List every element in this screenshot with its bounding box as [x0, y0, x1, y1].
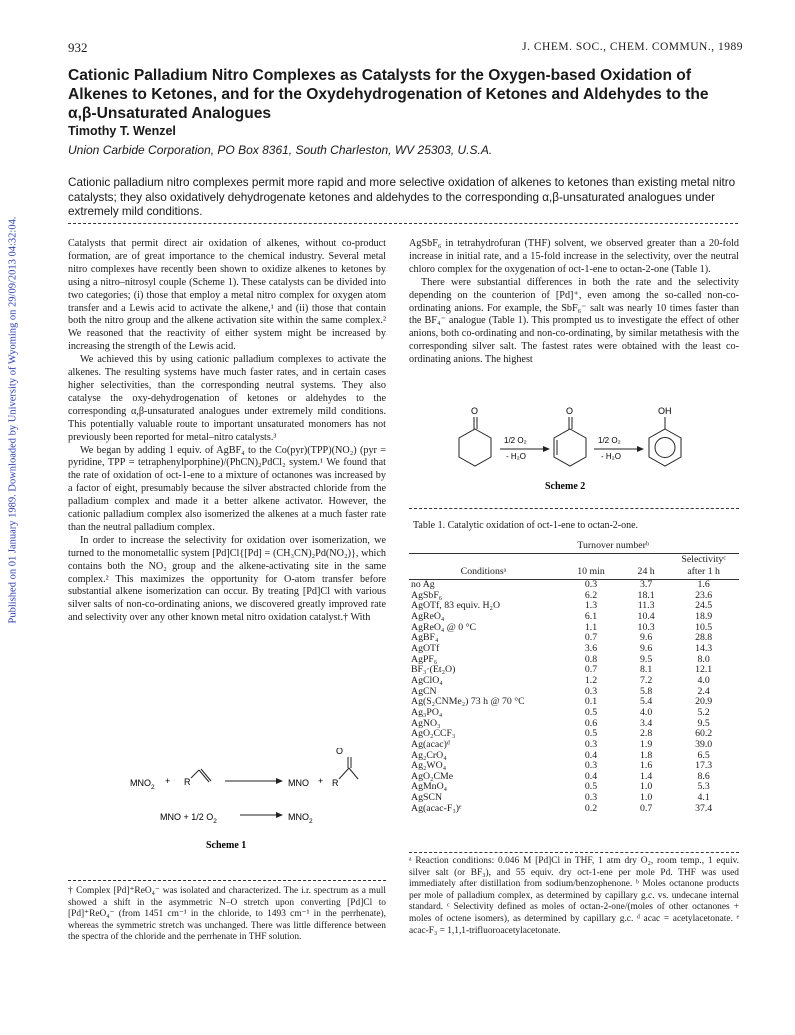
table-cell-selectivity: 24.5: [695, 600, 713, 612]
scheme1-line2-reactants: MNO + 1/2 $O_2$: [160, 812, 217, 825]
scheme1-r-group: R: [184, 777, 191, 787]
table-cell-24h: 5.8: [640, 685, 653, 697]
table-cell-10min: 1.1: [584, 621, 598, 633]
table-row: [409, 729, 739, 740]
conditions-header: Conditionsᵃ: [460, 566, 507, 577]
table-cell-10min: 0.3: [584, 760, 598, 772]
table-cell-24h: 9.6: [640, 642, 653, 654]
table-cell-selectivity: 18.9: [695, 610, 713, 622]
table-cell-10min: 0.7: [584, 632, 598, 644]
table-cell-selectivity: 6.5: [697, 749, 710, 761]
scheme1-caption: Scheme 1: [206, 840, 247, 851]
results-table: [409, 540, 739, 814]
table-cell-selectivity: 17.3: [695, 760, 713, 772]
table-cell-24h: 3.7: [640, 579, 653, 590]
table-cell-selectivity: 23.6: [695, 589, 713, 601]
scheme-1-diagram: [100, 748, 380, 852]
right-column: [409, 238, 739, 367]
scheme1-plus: +: [165, 776, 171, 786]
side-note-download-stamp: [3, 210, 23, 630]
table-cell-24h: 4.0: [640, 706, 653, 718]
table-cell-selectivity: 10.5: [695, 621, 713, 633]
scheme1-product-mno: MNO: [288, 778, 309, 788]
table-cell-condition: Ag₂CrO₄: [411, 749, 447, 761]
scheme1-line2-product: $MNO_2$: [288, 812, 313, 825]
table-cell-24h: 1.6: [640, 760, 653, 772]
table-bottom-divider: [409, 852, 739, 853]
table-cell-24h: 3.4: [640, 717, 653, 729]
table-cell-selectivity: 28.8: [695, 632, 713, 644]
table-cell-selectivity: 5.3: [697, 781, 710, 793]
table-caption: Table 1. Catalytic oxidation of oct-1-ene to octan-2-one.: [413, 520, 639, 531]
table-cell-10min: 3.6: [584, 642, 598, 654]
table-cell-condition: AgPF₆: [411, 653, 438, 665]
table-cell-condition: Ag₂WO₄: [411, 760, 447, 772]
table-cell-condition: AgReO₄: [411, 610, 445, 622]
table-cell-24h: 10.4: [637, 610, 655, 622]
table-cell-condition: AgClO₄: [411, 674, 443, 686]
table-cell-selectivity: 8.0: [697, 653, 710, 665]
scheme2-step2-byproduct: - H₂O: [601, 452, 621, 461]
table-cell-24h: 7.2: [640, 674, 653, 686]
table-cell-selectivity: 9.5: [697, 717, 710, 729]
paragraph: In order to increase the selectivity for oxidation over isomerization, we turned to the monometallic system [Pd]Cl{[Pd] = (CH₃CN)₂Pd(NO₂)}, which contains both the NO₂ group and the alkene-activating site in the same complex.² This maximizes the opportunity for O-atom transfer before substantial alkene isomerization can occur. By treating [Pd]Cl with various silver salts of non-co-ordinating anions, we discovered greatly improved rate and selectivity over any other known metal nitro oxidation catalyst.† With: [68, 534, 386, 624]
table-row: [409, 782, 739, 793]
phenol-ring: [649, 417, 681, 466]
affiliation: Union Carbide Corporation, PO Box 8361, South Charleston, WV 25303, U.S.A.: [68, 143, 493, 157]
cyclohexanone-ring: [459, 417, 491, 466]
table-cell-selectivity: 4.1: [697, 792, 710, 804]
table-row: [409, 633, 739, 644]
table-row: [409, 665, 739, 676]
abstract-divider: [68, 223, 738, 224]
table-cell-condition: Ag(acac)ᵈ: [411, 738, 450, 750]
table-cell-24h: 11.3: [637, 600, 655, 612]
table-cell-condition: no Ag: [411, 579, 435, 590]
table-cell-condition: AgReO₄ @ 0 °C: [411, 621, 477, 633]
footnote-divider: [68, 880, 386, 881]
scheme2-step1-reagent: 1/2 O₂: [504, 436, 527, 445]
table-row: [409, 719, 739, 730]
author: Timothy T. Wenzel: [68, 124, 176, 138]
table-cell-10min: 0.5: [584, 781, 598, 793]
table-cell-selectivity: 2.4: [697, 685, 710, 697]
table-row: [409, 772, 739, 783]
table-cell-10min: 1.2: [584, 674, 598, 686]
scheme2-step2-reagent: 1/2 O₂: [598, 436, 621, 445]
table-cell-10min: 0.7: [584, 664, 598, 676]
table-cell-condition: BF₃·(Et₂O): [411, 664, 456, 676]
page-number: 932: [68, 40, 88, 55]
cyclohexenone-ring: [554, 417, 586, 466]
table-cell-10min: 0.1: [584, 696, 598, 708]
table-row: [409, 644, 739, 655]
scheme1-alkene-bonds: [191, 769, 211, 782]
paragraph: There were substantial differences in both the rate and the selectivity depending on the counterion of [Pd]⁺, even among the so-called non-co-ordinating anions. For example, the SbF₆⁻ salt was nearly 10 times faster than the BF₄⁻ analogue (Table 1). This prompted us to investigate the effect of other anions, both co-ordinating and non-co-ordinating, by similar metathesis with the corresponding silver salt. The fastest rates were obtained with the least co-ordinating anions. The highest: [409, 276, 739, 366]
scheme2-oxygen-1: O: [471, 406, 479, 416]
article-title: Cationic Palladium Nitro Complexes as Catalysts for the Oxygen-based Oxidation of Alkenes to Ketones, and for the Oxydehydrogenation of Ketones and Aldehydes to the α,β-Unsaturated Analogues: [68, 67, 709, 122]
scheme1-r-group-2: R: [332, 778, 339, 788]
table-cell-24h: 1.9: [640, 738, 653, 750]
table-cell-24h: 10.3: [637, 621, 655, 633]
table-cell-24h: 5.4: [640, 696, 653, 708]
table-row: [409, 623, 739, 634]
table-row: [409, 676, 739, 687]
table-cell-selectivity: 8.6: [697, 770, 710, 782]
left-column: [68, 238, 386, 625]
table-cell-10min: 6.2: [584, 589, 598, 601]
paragraph: We achieved this by using cationic palladium complexes to activate the alkenes. The resulting systems have much faster rates, and in certain cases higher selectivities, than the corresponding neutral systems. They also catalyse the oxy-dehydrogenation of ketones or aldehydes to the corresponding α,β-unsaturated analogues under extremely mild conditions. This potentially valuable route to important unsaturated monomers has not previously been reported for metal–nitro catalysts.³: [68, 354, 386, 443]
table-row: [409, 655, 739, 666]
table-cell-10min: 0.3: [584, 685, 598, 697]
table-row: [409, 601, 739, 612]
table-cell-10min: 0.4: [584, 770, 598, 782]
table-cell-10min: 0.3: [584, 738, 598, 750]
paragraph: AgSbF₆ in tetrahydrofuran (THF) solvent, we observed greater than a 20-fold increase in initial rate, and a 15-fold increase in the selectivity, over the neutral chloro complex for the oxygenation of oct-1-ene to octan-2-one (Table 1).: [409, 238, 739, 275]
scheme1-plus-2: +: [318, 776, 324, 786]
selectivity-header-2: after 1 h: [687, 566, 720, 577]
table-cell-condition: AgO₂CMe: [411, 770, 454, 782]
paragraph: We began by adding 1 equiv. of AgBF₄ to the Co(pyr)(TPP)(NO₂) (pyr = pyridine, TPP = tetraphenylporphine)/(PhCN)₂PdCl₂ system.¹ We found that the rate of oxidation of oct-1-ene to a mixture of octanones was increased by a factor of eight, presumably because the silver abstracted chloride from the palladium complex and made it a better alkene activator. However, the cationic palladium complex also isomerized the alkenes at a much faster rate than the neutral palladium complex.: [68, 444, 386, 533]
table-row: [409, 580, 739, 591]
table-cell-condition: AgCN: [411, 685, 437, 697]
table-cell-24h: 2.8: [640, 728, 653, 740]
table-cell-10min: 0.8: [584, 653, 598, 665]
scheme1-ketone-bonds: [339, 757, 358, 779]
table-cell-selectivity: 4.0: [697, 674, 710, 686]
table-cell-condition: Ag(acac-F₃)ᵉ: [411, 802, 462, 814]
table-cell-selectivity: 39.0: [695, 738, 713, 750]
footnote: † Complex [Pd]⁺ReO₄⁻ was isolated and characterized. The i.r. spectrum as a mull showed a shift in the asymmetric N–O stretch upon converting [Pd]Cl to [Pd]⁺ReO₄⁻ (from 1451 cm⁻¹ in the chloride, to 1493 cm⁻¹ in the perrhenate), whereas the symmetric stretch was unchanged. There was little difference between the spectra of the chloride and the perrhenate in THF solution.: [68, 886, 386, 943]
table-cell-10min: 0.3: [584, 792, 598, 804]
table-cell-24h: 1.8: [640, 749, 653, 761]
selectivity-header-1: Selectivityᶜ: [681, 554, 726, 565]
scheme2-caption: Scheme 2: [545, 481, 586, 492]
col-24h-header: 24 h: [637, 566, 655, 577]
turnover-header: Turnover numberᵇ: [577, 540, 649, 551]
table-top-divider: [409, 508, 739, 509]
table-cell-condition: AgOTf, 83 equiv. H₂O: [411, 600, 501, 612]
scheme2-hydroxyl: OH: [658, 406, 672, 416]
table-row: [409, 804, 739, 815]
table-cell-selectivity: 12.1: [695, 664, 713, 676]
table-cell-10min: 0.4: [584, 749, 598, 761]
table-cell-condition: AgSCN: [411, 792, 443, 804]
table-cell-10min: 6.1: [584, 610, 598, 622]
scheme2-oxygen-2: O: [566, 406, 574, 416]
scheme-2-diagram: [440, 403, 720, 498]
table-cell-10min: 1.3: [584, 600, 598, 612]
table-cell-24h: 0.7: [640, 802, 653, 814]
paragraph: Catalysts that permit direct air oxidation of alkenes, without co-product formation, are of great importance to the chemical industry. Several metal nitro complexes have recently been shown to oxidize alkenes to ketones by using a nitro–nitrosyl couple (Scheme 1). These catalysts can be divided into two categories; (i) those that employ a metal nitro complex for oxygen atom transfer and a Lewis acid to activate the alkene,¹ and (ii) those that contain both the nitro group and the alkene activation site within the same complex.² We reasoned that the reactivity of either system might be increased by increasing the strength of the Lewis acid.: [68, 238, 386, 353]
scheme1-reactant-mno2: $MNO_2$: [130, 778, 155, 791]
table-cell-condition: AgNO₃: [411, 717, 441, 729]
table-row: [409, 708, 739, 719]
scheme1-arrow-1: [225, 778, 283, 784]
table-cell-condition: AgSbF₆: [411, 589, 443, 601]
table-cell-10min: 0.6: [584, 717, 598, 729]
table-cell-24h: 9.6: [640, 632, 653, 644]
table-cell-24h: 9.5: [640, 653, 653, 665]
table-cell-24h: 1.0: [640, 781, 653, 793]
table-cell-selectivity: 14.3: [695, 642, 713, 654]
table-row: [409, 697, 739, 708]
table-cell-condition: AgO₂CCF₃: [411, 728, 456, 740]
table-cell-selectivity: 37.4: [695, 802, 713, 814]
table-cell-selectivity: 1.6: [697, 579, 710, 590]
table-cell-24h: 1.4: [640, 770, 653, 782]
table-cell-selectivity: 60.2: [695, 728, 713, 740]
table-cell-condition: AgOTf: [411, 642, 440, 654]
table-cell-selectivity: 5.2: [697, 706, 710, 718]
table-cell-condition: Ag₃PO₄: [411, 706, 443, 718]
table-cell-24h: 18.1: [637, 589, 655, 601]
table-cell-10min: 0.2: [584, 802, 598, 814]
scheme2-step1-byproduct: - H₂O: [506, 452, 526, 461]
journal-header: J. CHEM. SOC., CHEM. COMMUN., 1989: [522, 41, 743, 53]
table-cell-10min: 0.5: [584, 728, 598, 740]
abstract: Cationic palladium nitro complexes permit more rapid and more selective oxidation of alkenes to ketones than existing metal nitro catalysts; they also oxidatively dehydrogenate ketones and aldehydes to the corresponding α,β-unsaturated analogues under extremely mild conditions.: [68, 176, 736, 218]
table-row: [409, 751, 739, 762]
scheme1-arrow-2: [240, 812, 283, 818]
table-cell-condition: AgMnO₄: [411, 781, 448, 793]
table-cell-condition: Ag(S₂CNMe₂) 73 h @ 70 °C: [411, 696, 525, 708]
download-stamp-text: Published on 01 January 1989. Downloaded by University of Wyoming on 29/09/2013 04:32:04.: [7, 216, 19, 624]
scheme1-oxygen: O: [336, 748, 344, 756]
table-cell-24h: 8.1: [640, 664, 653, 676]
table-row: [409, 740, 739, 751]
table-cell-condition: AgBF₄: [411, 632, 439, 644]
col-10min-header: 10 min: [577, 566, 605, 577]
table-row: [409, 761, 739, 772]
table-cell-24h: 1.0: [640, 792, 653, 804]
table-cell-10min: 0.3: [584, 579, 598, 590]
table-footnotes: ᵃ Reaction conditions: 0.046 M [Pd]Cl in THF, 1 atm dry O₂, room temp., 1 equiv. silver salt (or BF₃), and 55 equiv. dry oct-1-ene per mole Pd. THF was used immediately after distillation from sodium/benzophenone. ᵇ Moles octanone products per mole of palladium complex, as determined by capillary g.c. vs. undecane internal standard. ᶜ Selectivity defined as moles of octan-2-one/(moles of other octanones + moles of octene isomers), as determined by capillary g.c. ᵈ acac = acetylacetonate. ᵉ acac-F₃ = 1,1,1-trifluoroacetylacetonate.: [409, 856, 739, 936]
table-cell-10min: 0.5: [584, 706, 598, 718]
table-cell-selectivity: 20.9: [695, 696, 713, 708]
